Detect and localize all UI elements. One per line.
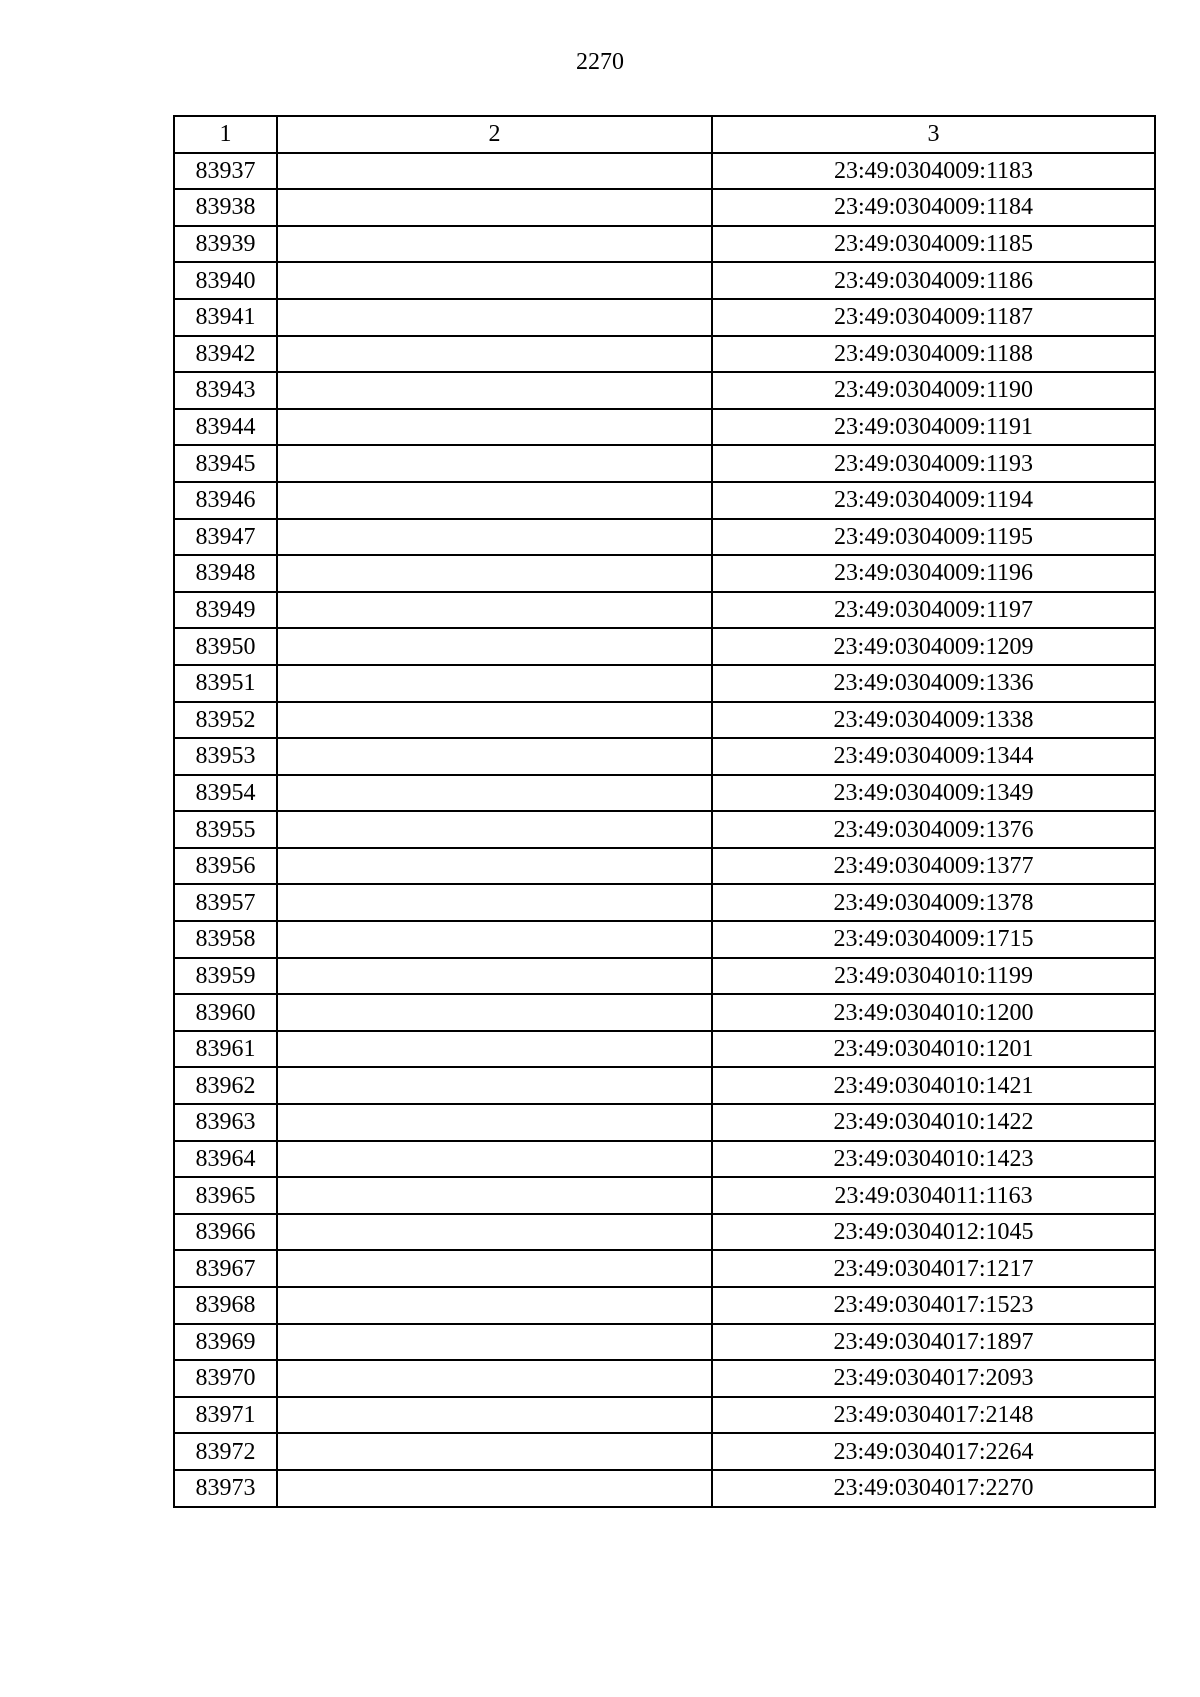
row-number-cell: 83955 xyxy=(174,811,277,848)
cadastral-number-cell: 23:49:0304017:1897 xyxy=(712,1324,1155,1361)
row-number-cell: 83965 xyxy=(174,1177,277,1214)
row-number-cell: 83973 xyxy=(174,1470,277,1507)
table-row xyxy=(174,1433,1155,1470)
registry-table xyxy=(173,115,1156,1508)
row-description-cell xyxy=(277,1177,712,1214)
table-row xyxy=(174,299,1155,336)
row-number-cell: 83950 xyxy=(174,628,277,665)
row-description-cell xyxy=(277,482,712,519)
row-description-cell xyxy=(277,665,712,702)
table-row xyxy=(174,409,1155,446)
table-row xyxy=(174,153,1155,190)
table-row xyxy=(174,1104,1155,1141)
row-description-cell xyxy=(277,921,712,958)
row-number-cell: 83952 xyxy=(174,702,277,739)
row-description-cell xyxy=(277,1067,712,1104)
table-row xyxy=(174,482,1155,519)
cadastral-number-cell: 23:49:0304017:2264 xyxy=(712,1433,1155,1470)
row-number-cell: 83963 xyxy=(174,1104,277,1141)
table-row xyxy=(174,1360,1155,1397)
table-row xyxy=(174,1470,1155,1507)
row-description-cell xyxy=(277,372,712,409)
row-number-cell: 83942 xyxy=(174,336,277,373)
row-description-cell xyxy=(277,1324,712,1361)
row-description-cell xyxy=(277,409,712,446)
row-number-cell: 83954 xyxy=(174,775,277,812)
row-number-cell: 83967 xyxy=(174,1250,277,1287)
row-number-cell: 83964 xyxy=(174,1141,277,1178)
row-description-cell xyxy=(277,226,712,263)
table-header-row xyxy=(174,116,1155,153)
row-description-cell xyxy=(277,189,712,226)
row-number-cell: 83970 xyxy=(174,1360,277,1397)
row-number-cell: 83953 xyxy=(174,738,277,775)
table-row xyxy=(174,1324,1155,1361)
table-row xyxy=(174,994,1155,1031)
row-number-cell: 83960 xyxy=(174,994,277,1031)
row-number-cell: 83961 xyxy=(174,1031,277,1068)
row-number-cell: 83945 xyxy=(174,445,277,482)
cadastral-number-cell: 23:49:0304017:1523 xyxy=(712,1287,1155,1324)
cadastral-number-cell: 23:49:0304009:1191 xyxy=(712,409,1155,446)
row-description-cell xyxy=(277,811,712,848)
table-row xyxy=(174,848,1155,885)
row-number-cell: 83958 xyxy=(174,921,277,958)
column-header-2: 2 xyxy=(277,116,712,153)
cadastral-number-cell: 23:49:0304009:1715 xyxy=(712,921,1155,958)
row-number-cell: 83948 xyxy=(174,555,277,592)
row-number-cell: 83940 xyxy=(174,262,277,299)
row-description-cell xyxy=(277,628,712,665)
cadastral-number-cell: 23:49:0304017:2093 xyxy=(712,1360,1155,1397)
table-row xyxy=(174,519,1155,556)
table-row xyxy=(174,1031,1155,1068)
cadastral-number-cell: 23:49:0304009:1209 xyxy=(712,628,1155,665)
row-number-cell: 83938 xyxy=(174,189,277,226)
table-row xyxy=(174,665,1155,702)
row-number-cell: 83956 xyxy=(174,848,277,885)
row-number-cell: 83949 xyxy=(174,592,277,629)
page-number: 2270 xyxy=(576,49,624,75)
row-description-cell xyxy=(277,1104,712,1141)
row-number-cell: 83947 xyxy=(174,519,277,556)
cadastral-number-cell: 23:49:0304009:1190 xyxy=(712,372,1155,409)
cadastral-number-cell: 23:49:0304009:1186 xyxy=(712,262,1155,299)
row-description-cell xyxy=(277,1470,712,1507)
cadastral-number-cell: 23:49:0304009:1377 xyxy=(712,848,1155,885)
cadastral-number-cell: 23:49:0304017:2148 xyxy=(712,1397,1155,1434)
cadastral-number-cell: 23:49:0304010:1200 xyxy=(712,994,1155,1031)
table-row xyxy=(174,738,1155,775)
cadastral-number-cell: 23:49:0304010:1421 xyxy=(712,1067,1155,1104)
row-description-cell xyxy=(277,1397,712,1434)
row-number-cell: 83939 xyxy=(174,226,277,263)
row-description-cell xyxy=(277,958,712,995)
row-number-cell: 83968 xyxy=(174,1287,277,1324)
table-row xyxy=(174,262,1155,299)
cadastral-number-cell: 23:49:0304009:1197 xyxy=(712,592,1155,629)
cadastral-number-cell: 23:49:0304011:1163 xyxy=(712,1177,1155,1214)
cadastral-number-cell: 23:49:0304009:1344 xyxy=(712,738,1155,775)
cadastral-number-cell: 23:49:0304009:1349 xyxy=(712,775,1155,812)
row-description-cell xyxy=(277,994,712,1031)
cadastral-number-cell: 23:49:0304009:1195 xyxy=(712,519,1155,556)
table-row xyxy=(174,921,1155,958)
cadastral-number-cell: 23:49:0304010:1199 xyxy=(712,958,1155,995)
row-description-cell xyxy=(277,299,712,336)
row-description-cell xyxy=(277,153,712,190)
table-row xyxy=(174,628,1155,665)
row-description-cell xyxy=(277,1141,712,1178)
row-description-cell xyxy=(277,1287,712,1324)
row-number-cell: 83972 xyxy=(174,1433,277,1470)
row-description-cell xyxy=(277,775,712,812)
cadastral-number-cell: 23:49:0304010:1201 xyxy=(712,1031,1155,1068)
table-body xyxy=(174,153,1155,1507)
row-description-cell xyxy=(277,702,712,739)
table-row xyxy=(174,775,1155,812)
table-row xyxy=(174,555,1155,592)
cadastral-number-cell: 23:49:0304009:1196 xyxy=(712,555,1155,592)
row-description-cell xyxy=(277,1031,712,1068)
cadastral-number-cell: 23:49:0304009:1336 xyxy=(712,665,1155,702)
row-description-cell xyxy=(277,1360,712,1397)
row-description-cell xyxy=(277,738,712,775)
table-row xyxy=(174,884,1155,921)
cadastral-number-cell: 23:49:0304010:1423 xyxy=(712,1141,1155,1178)
table-row xyxy=(174,1397,1155,1434)
row-description-cell xyxy=(277,1214,712,1251)
row-number-cell: 83957 xyxy=(174,884,277,921)
table-row xyxy=(174,1287,1155,1324)
row-number-cell: 83951 xyxy=(174,665,277,702)
table-row xyxy=(174,336,1155,373)
row-number-cell: 83946 xyxy=(174,482,277,519)
row-description-cell xyxy=(277,1250,712,1287)
row-description-cell xyxy=(277,336,712,373)
table-row xyxy=(174,1141,1155,1178)
row-description-cell xyxy=(277,262,712,299)
row-number-cell: 83943 xyxy=(174,372,277,409)
cadastral-number-cell: 23:49:0304009:1376 xyxy=(712,811,1155,848)
table-row xyxy=(174,702,1155,739)
cadastral-number-cell: 23:49:0304009:1185 xyxy=(712,226,1155,263)
column-header-3: 3 xyxy=(712,116,1155,153)
cadastral-number-cell: 23:49:0304009:1193 xyxy=(712,445,1155,482)
table-row xyxy=(174,1214,1155,1251)
cadastral-number-cell: 23:49:0304009:1188 xyxy=(712,336,1155,373)
table-row xyxy=(174,445,1155,482)
row-description-cell xyxy=(277,555,712,592)
table-row xyxy=(174,592,1155,629)
row-description-cell xyxy=(277,848,712,885)
row-description-cell xyxy=(277,445,712,482)
cadastral-number-cell: 23:49:0304010:1422 xyxy=(712,1104,1155,1141)
table-row xyxy=(174,1067,1155,1104)
cadastral-number-cell: 23:49:0304009:1187 xyxy=(712,299,1155,336)
cadastral-number-cell: 23:49:0304012:1045 xyxy=(712,1214,1155,1251)
cadastral-number-cell: 23:49:0304009:1378 xyxy=(712,884,1155,921)
cadastral-number-cell: 23:49:0304017:2270 xyxy=(712,1470,1155,1507)
cadastral-number-cell: 23:49:0304017:1217 xyxy=(712,1250,1155,1287)
row-number-cell: 83937 xyxy=(174,153,277,190)
cadastral-number-cell: 23:49:0304009:1338 xyxy=(712,702,1155,739)
table-row xyxy=(174,189,1155,226)
row-description-cell xyxy=(277,884,712,921)
row-description-cell xyxy=(277,519,712,556)
row-description-cell xyxy=(277,1433,712,1470)
table-row xyxy=(174,226,1155,263)
row-number-cell: 83971 xyxy=(174,1397,277,1434)
table-row xyxy=(174,811,1155,848)
row-number-cell: 83966 xyxy=(174,1214,277,1251)
row-number-cell: 83962 xyxy=(174,1067,277,1104)
table-row xyxy=(174,1250,1155,1287)
cadastral-number-cell: 23:49:0304009:1183 xyxy=(712,153,1155,190)
cadastral-number-cell: 23:49:0304009:1194 xyxy=(712,482,1155,519)
row-number-cell: 83944 xyxy=(174,409,277,446)
column-header-1: 1 xyxy=(174,116,277,153)
table-row xyxy=(174,1177,1155,1214)
table-row xyxy=(174,372,1155,409)
row-number-cell: 83959 xyxy=(174,958,277,995)
table-row xyxy=(174,958,1155,995)
row-number-cell: 83969 xyxy=(174,1324,277,1361)
cadastral-number-cell: 23:49:0304009:1184 xyxy=(712,189,1155,226)
row-number-cell: 83941 xyxy=(174,299,277,336)
row-description-cell xyxy=(277,592,712,629)
